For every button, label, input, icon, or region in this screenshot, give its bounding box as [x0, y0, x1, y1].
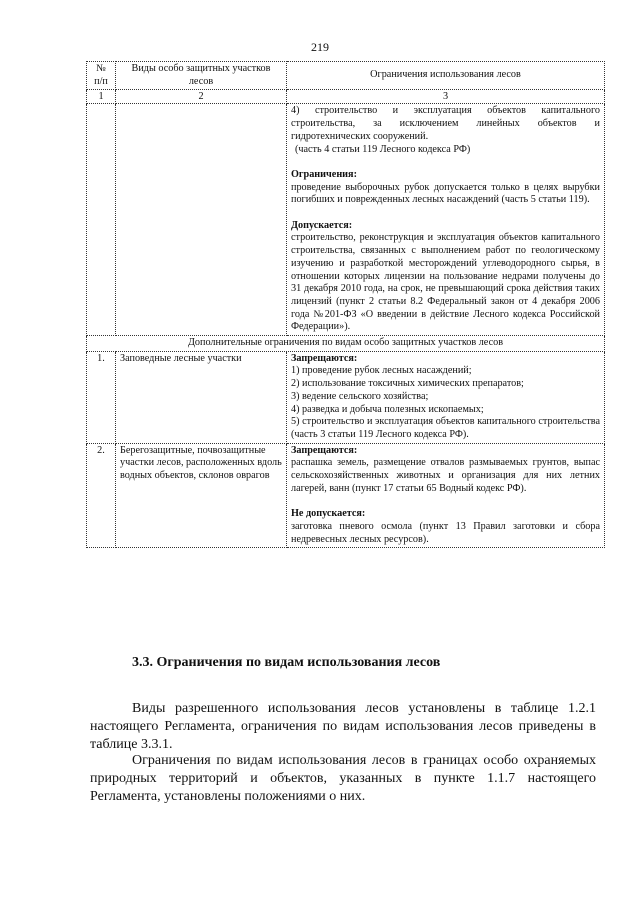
item-4-reference: (часть 4 статьи 119 Лесного кодекса РФ): [295, 143, 471, 155]
header-type: Виды особо защитных участков лесов: [116, 62, 287, 90]
row-restrictions: [287, 443, 605, 548]
prohibited-title: Запрещаются:: [291, 352, 358, 364]
prohibited-title: Запрещаются:: [291, 444, 358, 456]
continuation-cell: [287, 104, 605, 336]
limits-text: проведение выборочных рубок допускается только в целях вырубки погибших и поврежденных лесных насаждений (часть 5 статьи 119).: [291, 181, 600, 206]
column-number: 3: [287, 90, 605, 104]
table-row: [87, 443, 605, 548]
prohibited-text: распашка земель, размещение отвалов размываемых грунтов, выпас сельскохозяйственных животных и организация для них летних лагерей, ванн (пункт 17 статьи 65 Водный кодекс РФ).: [291, 457, 600, 494]
table-header-row: [87, 62, 605, 90]
not-allowed-title: Не допускается:: [291, 508, 366, 520]
restrictions-table: [86, 61, 605, 548]
section-title: 3.3. Ограничения по видам использования лесов: [132, 655, 441, 670]
row-type: Заповедные лесные участки: [116, 351, 287, 443]
table-row: [87, 351, 605, 443]
header-restrictions: Ограничения использования лесов: [287, 62, 605, 90]
list-item: 1) проведение рубок лесных насаждений;: [291, 365, 472, 377]
continuation-row: [87, 104, 605, 336]
column-number: 2: [116, 90, 287, 104]
body-paragraph: Виды разрешенного использования лесов установлены в таблице 1.2.1 настоящего Регламента, ограничения по видам использования лесов приведены в таблице 3.3.1.: [90, 701, 596, 752]
allowed-title: Допускается:: [291, 219, 353, 231]
list-item: 5) строительство и эксплуатация объектов капитального строительства (часть 3 статьи 119 Лесного кодекса РФ).: [291, 416, 600, 440]
section-heading-row: [87, 336, 605, 352]
row-type: Берегозащитные, почвозащитные участки лесов, расположенных вдоль водных объектов, склонов оврагов: [116, 443, 287, 548]
row-number: 1.: [87, 351, 116, 443]
limits-title: Ограничения:: [291, 168, 357, 180]
column-number: 1: [87, 90, 116, 104]
list-item: 4) разведка и добыча полезных ископаемых;: [291, 403, 484, 415]
not-allowed-text: заготовка пневого осмола (пункт 13 Правил заготовки и сбора недревесных лесных ресурсов).: [291, 520, 600, 545]
item-4-text: 4) строительство и эксплуатация объектов капитального строительства, за исключением линейных объектов и гидротехнических сооружений.: [291, 105, 600, 142]
page-number: 219: [311, 40, 329, 54]
row-restrictions: [287, 351, 605, 443]
row-number: 2.: [87, 443, 116, 548]
section-heading: Дополнительные ограничения по видам особо защитных участков лесов: [87, 336, 605, 352]
column-number-row: [87, 90, 605, 104]
allowed-text: строительство, реконструкция и эксплуатация объектов капитального строительства, связанных с выполнением работ по геологическому изучению и разработкой месторождений углеводородного сырья, в отношении которых лицензии на пользование недрами получены до 31 декабря 2010 года, на срок, не превышающий срока действия таких лицензий (пункт 2 статьи 8.2 Федеральный закон от 4 декабря 2006 года №201-ФЗ «О введении в действие Лесного кодекса Российской Федерации»).: [291, 232, 600, 333]
list-item: 3) ведение сельского хозяйства;: [291, 390, 429, 402]
list-item: 2) использование токсичных химических препаратов;: [291, 378, 524, 390]
header-num: № п/п: [87, 62, 116, 90]
body-paragraph: Ограничения по видам использования лесов в границах особо охраняемых природных территорий и объектов, указанных в пункте 1.1.7 настоящего Регламента, установлены положениями о них.: [90, 753, 596, 804]
